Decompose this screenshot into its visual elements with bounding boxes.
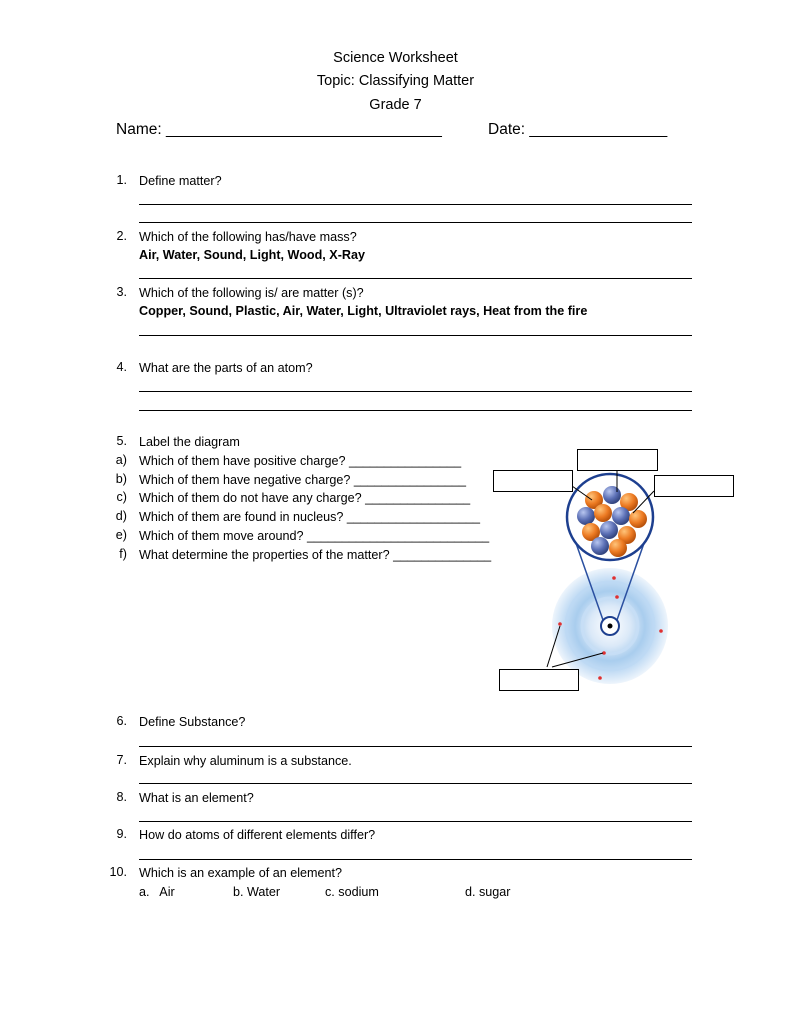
question-number: 2.: [116, 229, 127, 243]
question-number: 10.: [109, 865, 127, 879]
question-text: Define Substance?: [139, 715, 246, 729]
label-box-bottom[interactable]: [499, 669, 579, 691]
question-number: 1.: [116, 173, 127, 187]
question-number: 9.: [116, 827, 127, 841]
choice-c[interactable]: c. sodium: [325, 885, 379, 899]
date-field[interactable]: Date: ________________: [488, 121, 668, 138]
question-text: Define matter?: [139, 174, 222, 188]
choice-a[interactable]: a. Air: [139, 885, 175, 899]
subquestion-letter: a): [115, 453, 127, 467]
question-text: What is an element?: [139, 791, 254, 805]
answer-line[interactable]: [139, 746, 692, 747]
question-number: 5.: [116, 434, 127, 448]
question-text: How do atoms of different elements differ?: [139, 828, 376, 842]
subquestion-text: Which of them do not have any charge? _______________: [139, 491, 471, 505]
subquestion-letter: c): [116, 490, 127, 504]
question-text: Which is an example of an element?: [139, 866, 343, 880]
question-options: Copper, Sound, Plastic, Air, Water, Light, Ultraviolet rays, Heat from the fire: [139, 304, 588, 318]
question-number: 4.: [116, 360, 127, 374]
label-box-left[interactable]: [493, 470, 573, 492]
choice-d[interactable]: d. sugar: [465, 885, 511, 899]
question-number: 8.: [116, 790, 127, 804]
name-field[interactable]: Name: ________________________________: [116, 121, 442, 138]
subquestion-letter: b): [115, 472, 127, 486]
question-number: 6.: [116, 714, 127, 728]
subquestion-letter: d): [115, 509, 127, 523]
worksheet-title: Science Worksheet: [333, 50, 458, 66]
question-options: Air, Water, Sound, Light, Wood, X-Ray: [139, 248, 365, 262]
subquestion-text: Which of them move around? __________________________: [139, 529, 490, 543]
question-text: Explain why aluminum is a substance.: [139, 754, 352, 768]
question-number: 3.: [116, 285, 127, 299]
question-text: What are the parts of an atom?: [139, 361, 313, 375]
question-number: 7.: [116, 753, 127, 767]
label-box-top[interactable]: [577, 449, 658, 471]
question-text: Which of the following is/ are matter (s)?: [139, 286, 364, 300]
subquestion-text: What determine the properties of the matter? ______________: [139, 548, 492, 562]
worksheet-topic: Topic: Classifying Matter: [316, 73, 475, 89]
subquestion-text: Which of them are found in nucleus? ___________________: [139, 510, 480, 524]
worksheet-grade: Grade 7: [369, 97, 422, 113]
question-text: Label the diagram: [139, 435, 240, 449]
answer-line[interactable]: [139, 821, 692, 822]
subquestion-letter: f): [119, 547, 127, 561]
answer-line[interactable]: [139, 783, 692, 784]
subquestion-letter: e): [115, 528, 127, 542]
subquestion-text: Which of them have negative charge? ________________: [139, 473, 466, 487]
choice-b[interactable]: b. Water: [233, 885, 281, 899]
subquestion-text: Which of them have positive charge? ________________: [139, 454, 462, 468]
answer-line[interactable]: [139, 859, 692, 860]
label-box-right[interactable]: [654, 475, 734, 497]
question-text: Which of the following has/have mass?: [139, 230, 357, 244]
